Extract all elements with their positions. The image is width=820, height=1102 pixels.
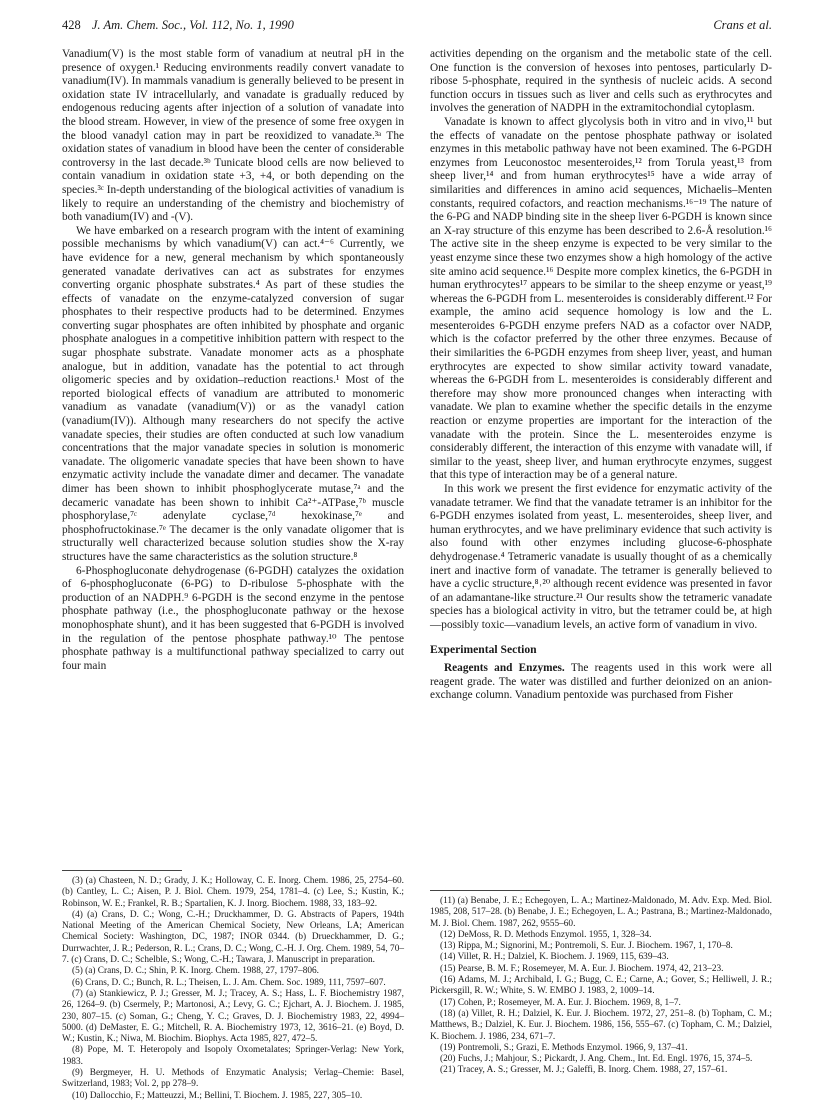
- subsection-title: Reagents and Enzymes.: [444, 662, 565, 675]
- footnote: (10) Dallocchio, F.; Matteuzzi, M.; Bellini, T. Biochem. J. 1985, 227, 305–10.: [72, 1090, 363, 1101]
- footnote: (18) (a) Villet, R. H.; Dalziel, K. Eur. J. Biochem. 1972, 27, 251–8. (b) Topham, C. M.; Matthews, B.; Dalziel, K. Eur. J. Biochem. 1986, 156, 555–67. (c) Topham, C. M.; Dalziel, K. Biochem. J. 1986, 234, 671–7.: [430, 1008, 772, 1042]
- body-paragraph: We have embarked on a research program with the intent of examining possible mechanisms by which vanadium(V) can act.⁴⁻⁶ Currently, we have evidence for a new, general mechanism by which spontaneously generated vanadate derivatives can act as substrates for enzymes converting organic phosphate substrates.⁴ As part of these studies the effects of vanadate on the enzyme-catalyzed conversion of sugar phosphates to their respective products had to be determined. Enzymes converting sugar phosphates are often inhibited by phosphate and organic phosphate analogues in a competitive inhibition pattern with respect to the sugar phosphate substrate. Vanadate monomer acts as a phosphate analogue, but in addition, vanadate has the potential to act through oligomeric species and by oxidation–reduction reactions.¹ Most of the reported biological effects of vanadium are attributed to monomeric vanadium as vanadate (vanadium(V)) or as the vanadyl cation (vanadium(IV)). Although many researchers do not specify the active vanadate species, their studies are often conducted at such low vanadium concentrations that the major vanadate species in solution is monomeric vanadate. The oligomeric vanadate species that have been shown to have enzymatic activity include the vanadate dimer and decamer. The vanadate dimer has been shown to inhibit phosphoglycerate mutase,⁷ᵃ and the decameric vanadate has been shown to inhibit Ca²⁺-ATPase,⁷ᵇ muscle phosphorylase,⁷ᶜ adenylate cyclase,⁷ᵈ hexokinase,⁷ᵉ and phosphofructokinase.⁷ᵉ The decamer is the only vanadate oligomer that is structurally well characterized because solution studies show the X-ray structures have the same characteristics as the solution structure.⁸: [62, 224, 404, 563]
- footnote: (16) Adams, M. J.; Archibald, I. G.; Bugg, C. E.; Carne, A.; Gover, S.; Helliwell, J. R.; Pickersgill, R. W.; White, S. W. EMBO J. 1983, 2, 1009–14.: [430, 975, 772, 997]
- running-header: [62, 18, 772, 36]
- footnote: (6) Crans, D. C.; Bunch, R. L.; Theisen, L. J. Am. Chem. Soc. 1989, 111, 7597–607.: [72, 977, 386, 988]
- body-paragraph: 6-Phosphogluconate dehydrogenase (6-PGDH) catalyzes the oxidation of 6-phosphogluconate (6-PG) to D-ribulose 5-phosphate with the production of an NADPH.⁹ 6-PGDH is the second enzyme in the pentose phosphate pathway (i.e., the phosphogluconate pathway or the hexose monophosphate shunt), and it has been suggested that 6-PGDH is involved in the regulation of the pentose phosphate pathway.¹⁰ The pentose phosphate pathway is a multifunctional pathway specialized to carry out four main: [62, 564, 404, 672]
- footnote: (12) DeMoss, R. D. Methods Enzymol. 1955, 1, 328–34.: [440, 929, 652, 940]
- footnote: (7) (a) Stankiewicz, P. J.; Gresser, M. J.; Tracey, A. S.; Hass, L. F. Biochemistry 1987, 26, 1264–9. (b) Csermely, P.; Martonosi, A.; Levy, G. C.; Ejchart, A. J. Biochem. J. 1985, 230, 807–15. (c) Soman, G.; Cheng, Y. C.; Graves, D. J. Biochemistry 1983, 22, 4994–5000. (d) DeMaster, E. G.; Mitchell, R. A. Biochemistry 1973, 12, 3616–21. (e) Boyd, D. W.; Kustin, K.; Niwa, M. Biochim. Biophys. Acta 1985, 827, 472–5.: [62, 988, 404, 1045]
- footnote: (11) (a) Benabe, J. E.; Echegoyen, L. A.; Martinez-Maldonado, M. Adv. Exp. Med. Biol. 1985, 208, 517–28. (b) Benabe, J. E.; Echegoyen, L. A.; Pastrana, B.; Martinez-Maldonado, M. J. Biol. Chem. 1987, 262, 9555–60.: [430, 896, 772, 929]
- footnote: (14) Villet, R. H.; Dalziel, K. Biochem. J. 1969, 115, 639–43.: [440, 952, 669, 963]
- left-column: [62, 48, 404, 673]
- footnote: (3) (a) Chasteen, N. D.; Grady, J. K.; Holloway, C. E. Inorg. Chem. 1986, 25, 2754–60. (b) Cantley, L. C.; Aisen, P. J. Biol. Chem. 1979, 254, 1781–4. (c) Lee, S.; Kustin, K.; Robinson, W. E.; Frankel, R. B.; Spartalien, K. J. Inorg. Biochem. 1988, 33, 183–92.: [62, 876, 404, 909]
- footnote: (9) Bergmeyer, H. U. Methods of Enzymatic Analysis; Verlag–Chemie: Basel, Switzerland, 1983; Vol. 2, pp 278–9.: [62, 1068, 404, 1090]
- subsection-paragraph: [430, 662, 772, 703]
- page-number: 428: [62, 18, 81, 32]
- footnote: (21) Tracey, A. S.; Gresser, M. J.; Galeffi, B. Inorg. Chem. 1988, 27, 157–61.: [440, 1065, 728, 1076]
- footnote: (13) Rippa, M.; Signorini, M.; Pontremoli, S. Eur. J. Biochem. 1967, 1, 170–8.: [440, 941, 733, 952]
- footnote: (8) Pope, M. T. Heteropoly and Isopoly Oxometalates; Springer-Verlag: New York, 1983.: [62, 1045, 404, 1067]
- body-paragraph: Vanadate is known to affect glycolysis both in vitro and in vivo,¹¹ but the effects of vanadate on the pentose phosphate pathway or isolated enzymes in this metabolic pathway have not been examined. The 6-PGDH enzymes from Leuconostoc mesenteroides,¹² from Torula yeast,¹³ from sheep liver,¹⁴ and from human erythrocytes¹⁵ have a wide array of similarities and differences in amino acid sequences, Michaelis–Menten constants, required cofactors, and reaction mechanisms.¹⁶⁻¹⁹ The nature of the 6-PG and NADP binding site in the sheep liver 6-PGDH is known since an X-ray structure of this enzyme has been described to 2.6-Å resolution.¹⁶ The active site in the sheep enzyme is expected to be very similar to the yeast enzyme since these two enzymes show a high homology of the active site amino acid sequence.¹⁶ Despite more complex kinetics, the 6-PGDH in human erythrocytes¹⁷ appears to be similar to the sheep enzyme or yeast,¹⁹ whereas the 6-PGDH from L. mesenteroides is considerably different.¹² For example, the amino acid sequence homology is low and the L. mesenteroides 6-PGDH enzyme prefers NAD as a cofactor over NADP, which is the cofactor preferred by the other three enzymes. Because of their similarities the 6-PGDH enzymes from sheep liver, yeast, and human erythrocytes are expected to show similar activity toward vanadate, whereas the 6-PGDH from L. mesenteroides is considerably different and therefore may show more pronounced changes when interacting with vanadate. We plan to examine whether the specific details in the enzyme reaction or enzyme properties are important for the interaction of the vanadate with the protein. Since the L. mesenteroides enzyme is considerably different, the interaction of this enzyme with vanadate will, if similar to the yeast, sheep liver, and human erythrocyte enzymes, suggest that this type of interaction may be of a general nature.: [430, 115, 772, 482]
- footnotes-right: [430, 896, 772, 1077]
- subsection-text: The reagents used in this work were all reagent grade. The water was distilled and further deionized on an anion-exchange column. Vanadium pentoxide was purchased from Fisher: [430, 662, 772, 702]
- footnote: (17) Cohen, P.; Rosemeyer, M. A. Eur. J. Biochem. 1969, 8, 1–7.: [440, 997, 681, 1008]
- footnote-rule: [62, 870, 182, 871]
- footnote: (20) Fuchs, J.; Mahjour, S.; Pickardt, J. Ang. Chem., Int. Ed. Engl. 1976, 15, 374–5.: [440, 1054, 753, 1065]
- right-column: [430, 48, 772, 703]
- footnote: (15) Pearse, B. M. F.; Rosemeyer, M. A. Eur. J. Biochem. 1974, 42, 213–23.: [440, 963, 724, 974]
- body-paragraph: In this work we present the first evidence for enzymatic activity of the vanadate tetramer. We find that the vanadate tetramer is an inhibitor for the 6-PGDH enzymes isolated from yeast, L. mesenteroides, sheep liver, and human erythrocytes, and we have preliminary evidence that such activity is also found with other enzymes including glucose-6-phosphate dehydrogenase.⁴ Tetrameric vanadate is usually thought of as a chemically inert and inactive form of vanadate. The tetramer is generally believed to have a cyclic structure,⁸˒²⁰ although recent evidence was presented in favor of an adamantane-like structure.²¹ Our results show the tetrameric vanadate species has a biological activity in vitro, but the tetramer could be, at high—possibly toxic—vanadium levels, an active form of vanadium in vivo.: [430, 483, 772, 631]
- section-heading: Experimental Section: [430, 642, 537, 656]
- footnote: (4) (a) Crans, D. C.; Wong, C.-H.; Druckhammer, D. G. Abstracts of Papers, 194th National Meeting of the American Chemical Society, New Orleans, LA; American Chemical Society: Washington, DC, 1987; INOR 0344. (b) Drueckhammer, D. G.; Durrwachter, J. R.; Pederson, R. L.; Crans, D. C.; Wong, C.-H. J. Org. Chem. 1989, 54, 70–7. (c) Crans, D. C.; Schelble, S.; Wong, C.-H.; Tawara, J. Manuscript in preparation.: [62, 909, 404, 966]
- footnote: (5) (a) Crans, D. C.; Shin, P. K. Inorg. Chem. 1988, 27, 1797–806.: [72, 966, 319, 977]
- body-paragraph: Vanadium(V) is the most stable form of vanadium at neutral pH in the presence of oxygen.¹ Reducing environments readily convert vanadate to vanadium(IV). In mammals vanadium is generally believed to be present in oxidation state IV intracellularly, and vanadate is gradually reduced by endogenous reducing agents after injection of a solution of vanadate into the blood stream. However, in view of the presence of some free oxygen in the blood vanadyl cation may in part be reoxidized to vanadate.³ᵃ The oxidation states of vanadium in blood have been the center of considerable controversy in the last decade.³ᵇ Tunicate blood cells are now believed to contain vanadium in oxidation state +3, +4, or both depending on the species.³ᶜ In-depth understanding of the biological activities of vanadium is likely to require an understanding of the chemistry and biochemistry of both vanadium(IV) and -(V).: [62, 48, 404, 224]
- footnote: (19) Pontremoli, S.; Grazi, E. Methods Enzymol. 1966, 9, 137–41.: [440, 1042, 688, 1053]
- footnote-rule: [430, 890, 550, 891]
- footnotes-left: [62, 876, 404, 1102]
- running-authors: Crans et al.: [713, 18, 772, 32]
- body-paragraph: activities depending on the organism and the metabolic state of the cell. One function is the conversion of hexoses into pentoses, particularly D-ribose 5-phosphate, required in the synthesis of nucleic acids. A second function occurs in tissues such as liver and cells such as erythrocytes and involves the generation of NADPH in the extramitochondial cytoplasm.: [430, 48, 772, 115]
- journal-citation: J. Am. Chem. Soc., Vol. 112, No. 1, 1990: [91, 18, 294, 32]
